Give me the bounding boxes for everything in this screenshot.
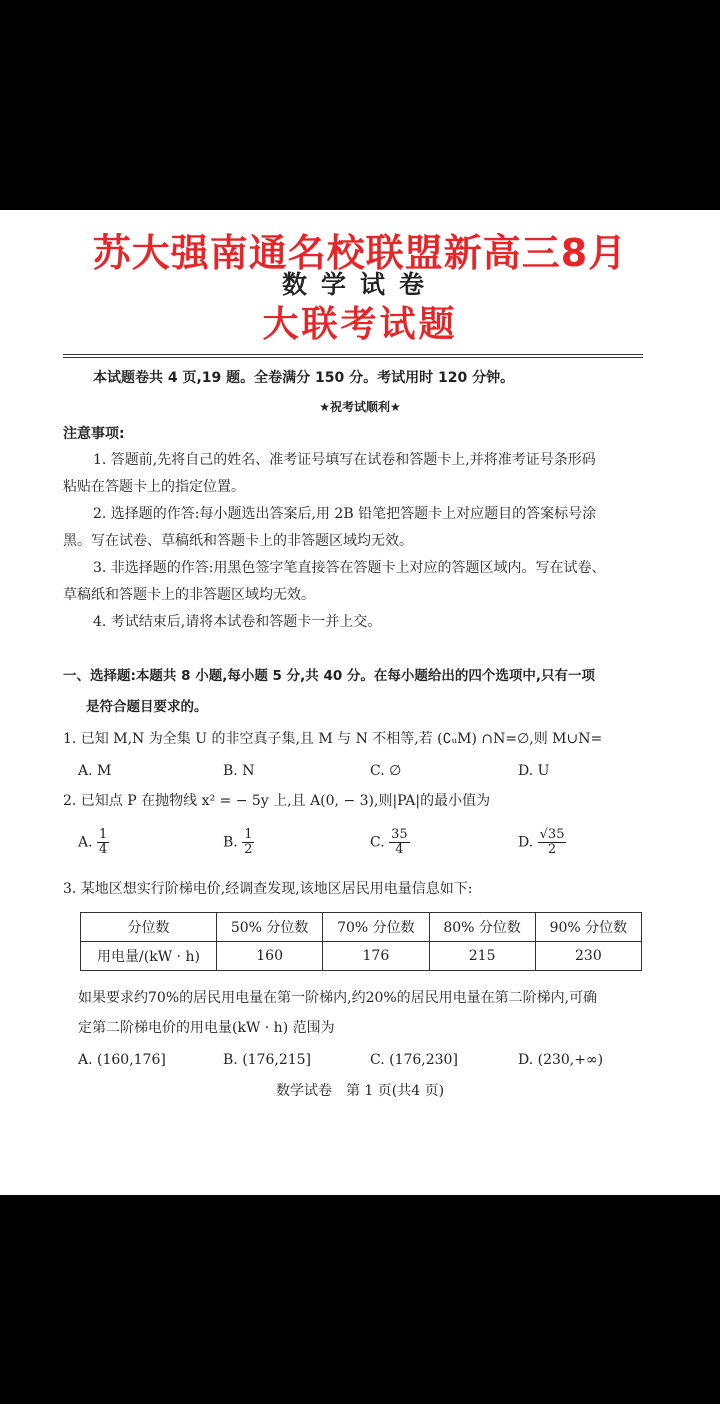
numerator: 1	[99, 827, 108, 842]
table-row	[81, 942, 642, 971]
header-rule-bottom	[63, 357, 643, 358]
denominator: 4	[395, 842, 404, 857]
denominator: 2	[547, 842, 557, 857]
table-row-label: 用电量/(kW · h)	[81, 942, 217, 971]
q2-option-d	[518, 828, 566, 857]
q2-option-a-label: A.	[78, 834, 93, 851]
q3-data-table	[80, 912, 642, 971]
notes-line: 4. 考试结束后,请将本试卷和答题卡一并上交。	[93, 614, 382, 630]
table-cell: 160	[217, 942, 323, 971]
denominator: 2	[244, 842, 253, 857]
q2-option-b-label: B.	[223, 834, 238, 851]
table-header-cell: 分位数	[81, 913, 217, 942]
q2-option-d-fraction	[538, 828, 567, 857]
q2-option-b-fraction	[242, 828, 254, 857]
q1-option-b: B. N	[223, 763, 255, 779]
q2-option-c-fraction	[389, 828, 410, 857]
table-header-cell: 90% 分位数	[535, 913, 641, 942]
exam-paper	[0, 210, 720, 1195]
exam-intro: 本试题卷共 4 页,19 题。全卷满分 150 分。考试用时 120 分钟。	[93, 370, 515, 386]
q1-option-d: D. U	[518, 763, 550, 779]
q2-option-c-label: C.	[370, 834, 385, 851]
q3-option-d: D. (230,+∞)	[518, 1052, 604, 1068]
q1-option-a: A. M	[78, 763, 112, 779]
q3-option-a: A. (160,176]	[78, 1052, 166, 1068]
numerator: √35	[539, 827, 565, 842]
banner-title-line3: 大联考试题	[262, 304, 458, 345]
table-cell: 215	[429, 942, 535, 971]
q2-stem: 2. 已知点 P 在抛物线 x² = − 5y 上,且 A(0, − 3),则|PA|的最小值为	[63, 793, 491, 809]
notes-line: 粘贴在答题卡上的指定位置。	[63, 479, 245, 495]
table-header-row	[81, 913, 642, 942]
notes-line: 黑。写在试卷、草稿纸和答题卡上的非答题区域均无效。	[63, 533, 413, 549]
numerator: 1	[244, 827, 253, 842]
q1-option-c: C. ∅	[370, 763, 402, 779]
q1-stem: 1. 已知 M,N 为全集 U 的非空真子集,且 M 与 N 不相等,若 (∁ᵤM) ∩N=∅,则 M∪N=	[63, 731, 603, 747]
q3-stem: 3. 某地区想实行阶梯电价,经调查发现,该地区居民用电量信息如下:	[63, 881, 473, 897]
section1-heading: 一、选择题:本题共 8 小题,每小题 5 分,共 40 分。在每小题给出的四个选项中,只有一项	[63, 668, 596, 684]
q2-option-c	[370, 828, 410, 857]
q2-option-a-fraction	[97, 828, 109, 857]
denominator: 4	[99, 842, 108, 857]
q2-option-b	[223, 828, 254, 857]
q3-option-b: B. (176,215]	[223, 1052, 312, 1068]
wish-line: ★祝考试顺利★	[319, 400, 401, 414]
table-header-cell: 80% 分位数	[429, 913, 535, 942]
table-header-cell: 70% 分位数	[323, 913, 429, 942]
banner-title-line1: 苏大强南通名校联盟新高三8月	[92, 231, 628, 275]
q3-text-line: 如果要求约70%的居民用电量在第一阶梯内,约20%的居民用电量在第二阶梯内,可确	[78, 990, 598, 1006]
table-cell: 230	[535, 942, 641, 971]
section1-heading-cont: 是符合题目要求的。	[86, 699, 208, 715]
q3-text-line: 定第二阶梯电价的用电量(kW · h) 范围为	[78, 1020, 335, 1036]
page-footer: 数学试卷 第 1 页(共4 页)	[275, 1083, 445, 1099]
notes-line: 草稿纸和答题卡上的非答题区域均无效。	[63, 587, 315, 603]
header-rule-top	[63, 354, 643, 355]
table-cell: 176	[323, 942, 429, 971]
q2-option-a	[78, 828, 109, 857]
notes-line: 3. 非选择题的作答:用黑色签字笔直接答在答题卡上对应的答题区域内。写在试卷、	[93, 560, 606, 576]
table-header-cell: 50% 分位数	[217, 913, 323, 942]
notes-line: 2. 选择题的作答:每小题选出答案后,用 2B 铅笔把答题卡上对应题目的答案标号涂	[93, 506, 597, 522]
banner-title-line2: 数学试卷	[281, 270, 438, 299]
q2-option-d-label: D.	[518, 834, 534, 851]
notes-heading: 注意事项:	[63, 426, 125, 442]
numerator: 35	[391, 827, 408, 842]
q3-option-c: C. (176,230]	[370, 1052, 458, 1068]
notes-line: 1. 答题前,先将自己的姓名、准考证号填写在试卷和答题卡上,并将准考证号条形码	[93, 452, 596, 468]
